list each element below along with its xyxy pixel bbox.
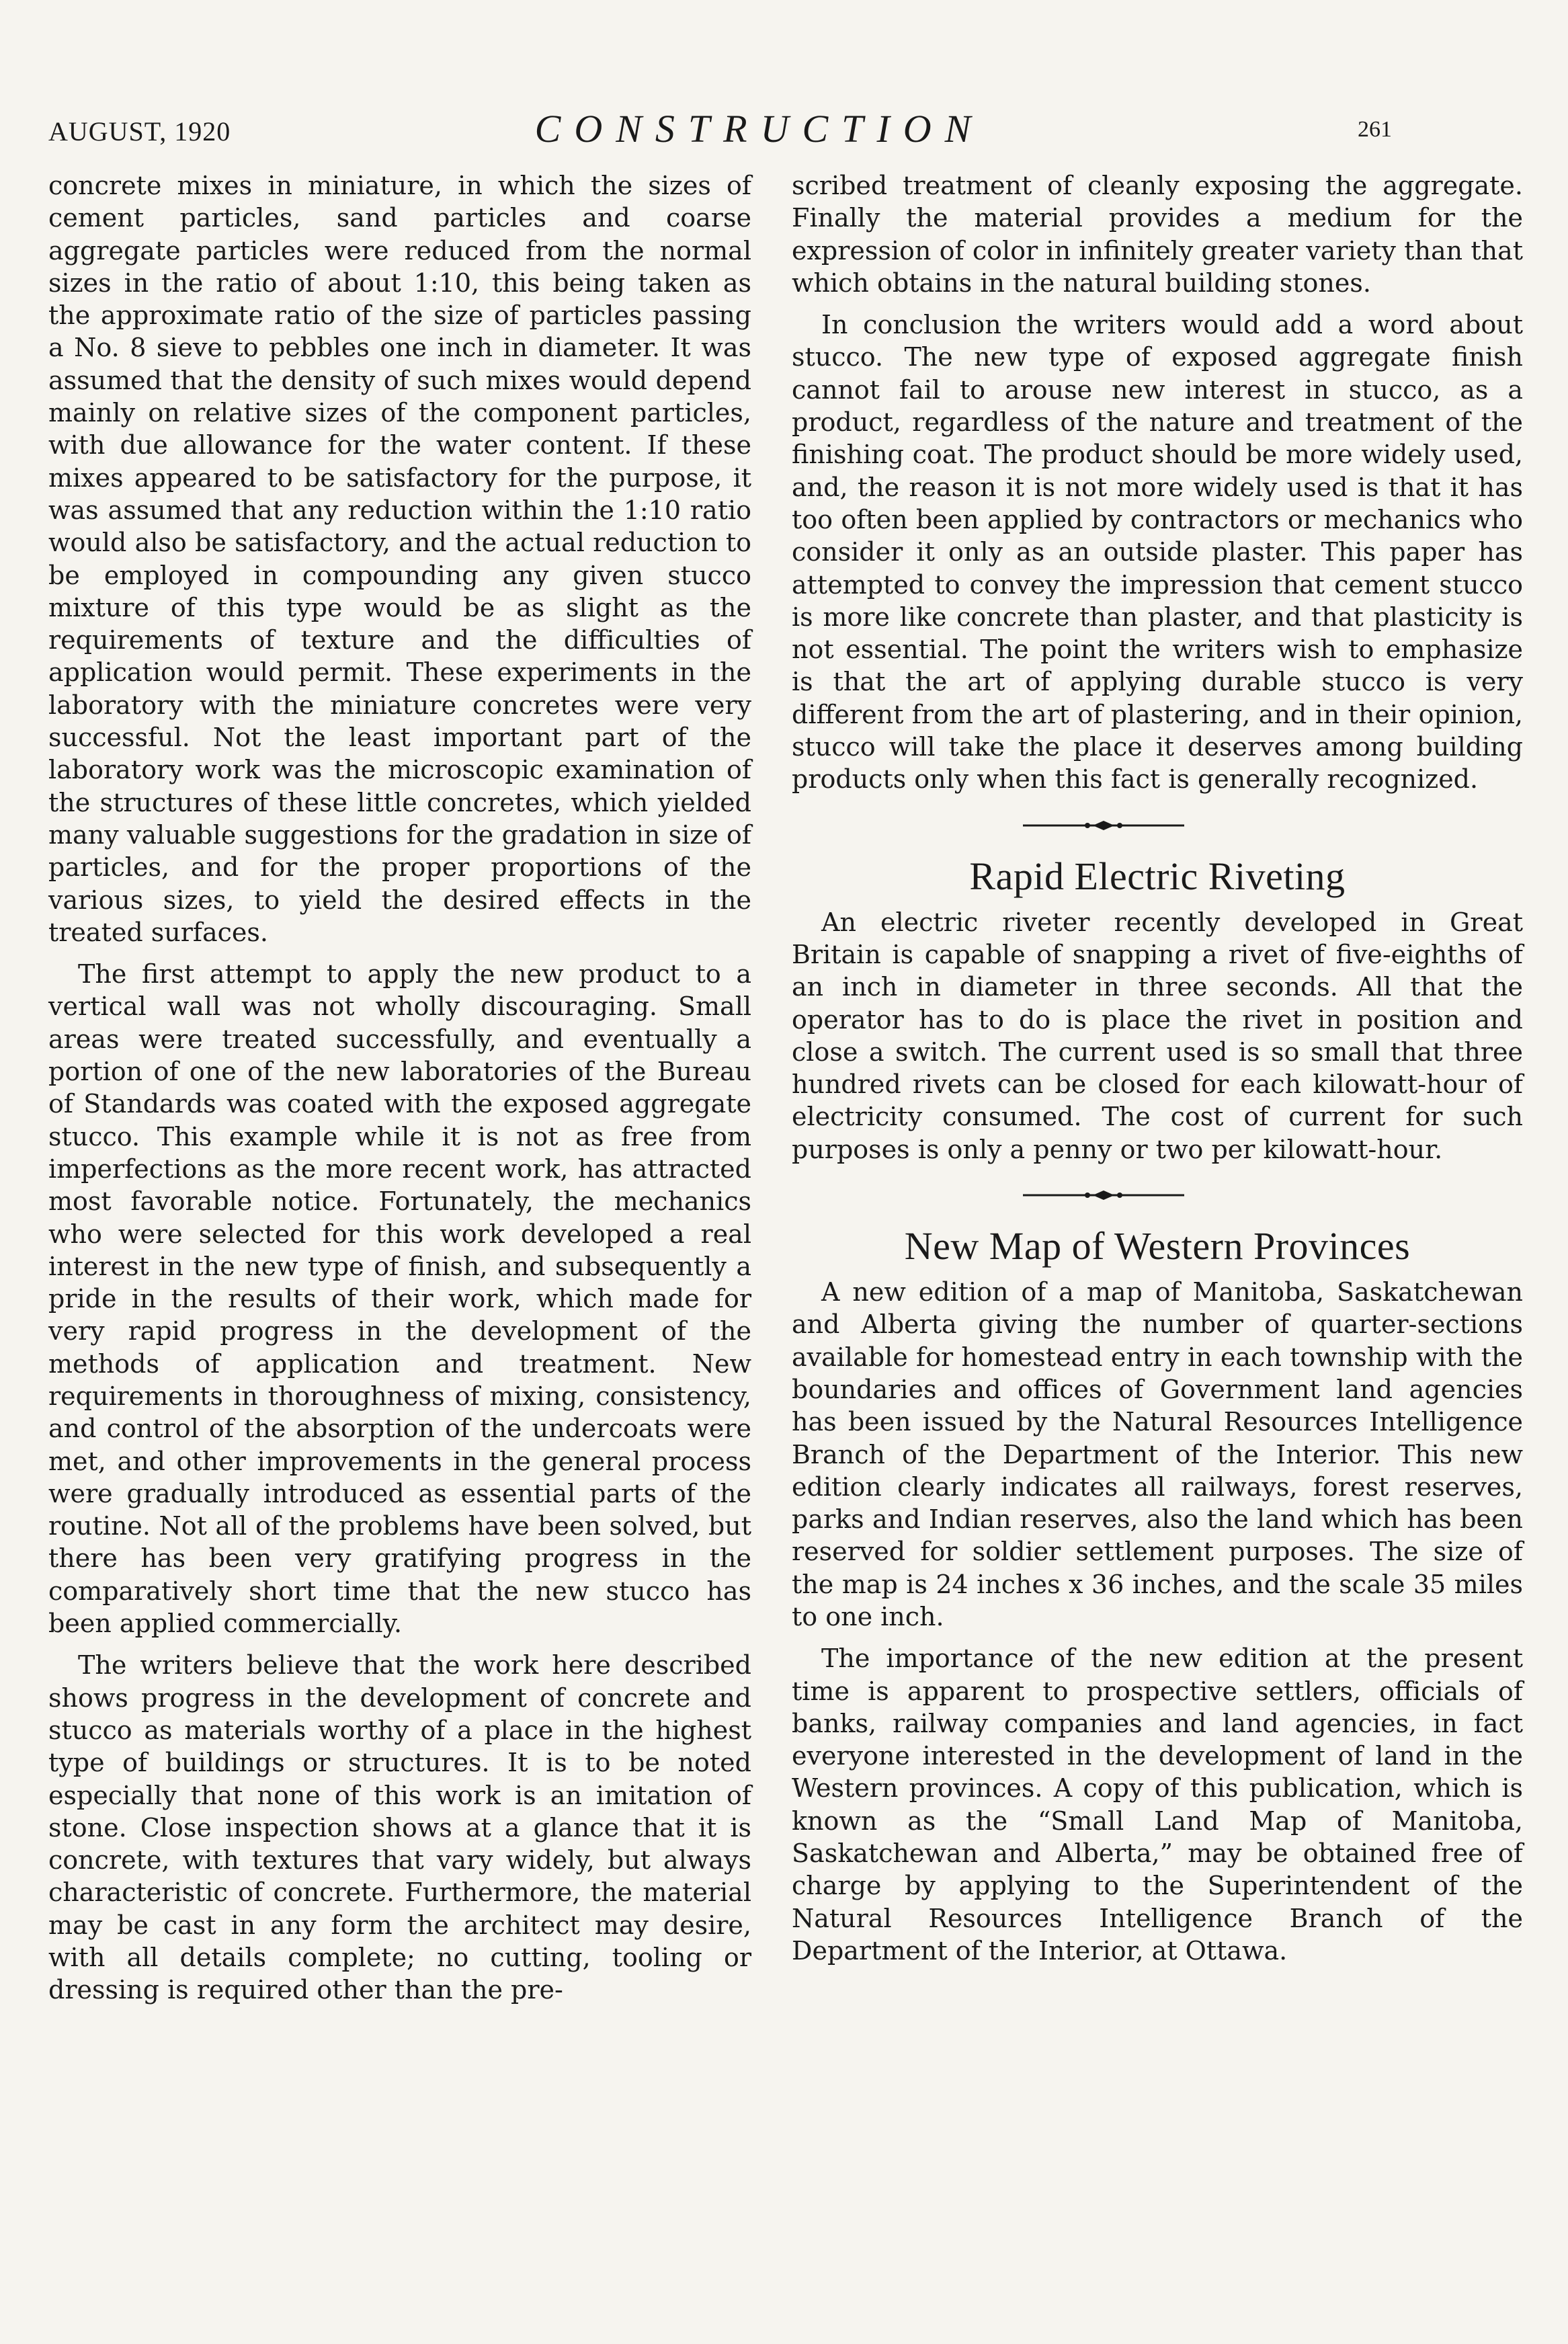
paragraph: The importance of the new edition at the present time is apparent to prospective settlers, officials of banks, railway companies and land agencies, in fact everyone interested in the development of land in the Western provinces. A copy of this publication, which is known as the “Small Land Map of Manitoba, Saskatchewan and Alberta,” may be obtained free of charge by applying to the Superintendent of the Natural Resources Intelligence Branch of the Department of the Interior, at Ottawa. (792, 1644, 1523, 1966)
ornament-rule-icon (1023, 1190, 1184, 1201)
paragraph: The writers believe that the work here described shows progress in the development of concrete and stucco as materials worthy of a place in the highest type of buildings or structures. It is to be noted especially that none of this work is an imitation of stone. Close inspection shows at a glance that it is concrete, with textures that vary widely, but always characteristic of concrete. Furthermore, the material may be cast in any form the architect may desire, with all details complete; no cutting, tooling or dressing is required other than the pre- (48, 1650, 751, 2005)
running-header (0, 101, 1568, 155)
ornament-rule-icon (1023, 820, 1184, 831)
paragraph: scribed treatment of cleanly exposing the aggregate. Finally the material provides a medium for the expression of color in infinitely greater variety than that which obtains in the natural building stones. (792, 171, 1523, 298)
left-column (48, 169, 751, 2016)
right-column (792, 169, 1523, 1976)
riveting-heading: Rapid Electric Riveting (969, 854, 1346, 898)
section-divider (792, 805, 1523, 846)
page-number: 261 (1358, 117, 1392, 142)
paragraph: concrete mixes in miniature, in which the sizes of cement particles, sand particles and coarse aggregate particles were reduced from the normal sizes in the ratio of about 1:10, this being taken as the approximate ratio of the size of particles passing a No. 8 sieve to pebbles one inch in diameter. It was assumed that the density of such mixes would depend mainly on relative sizes of the component particles, with due allowance for the water content. If these mixes appeared to be satisfactory for the purpose, it was assumed that any reduction within the 1:10 ratio would also be satisfactory, and the actual reduction to be employed in compounding any given stucco mixture of this type would be as slight as the requirements of texture and the difficulties of application would permit. These experiments in the laboratory with the miniature concretes were very successful. Not the least important part of the laboratory work was the microscopic examination of the structures of these little concretes, which yielded many valuable suggestions for the gradation in size of particles, and for the proper proportions of the various sizes, to yield the desired effects in the treated surfaces. (48, 171, 751, 947)
map-heading: New Map of Western Provinces (904, 1224, 1411, 1268)
paragraph: A new edition of a map of Manitoba, Saskatchewan and Alberta giving the number of quarter-sections available for homestead entry in each township with the boundaries and offices of Government land agencies has been issued by the Natural Resources Intelligence Branch of the Department of the Interior. This new edition clearly indicates all railways, forest reserves, parks and Indian reserves, also the land which has been reserved for soldier settlement purposes. The size of the map is 24 inches x 36 inches, and the scale 35 miles to one inch. (792, 1277, 1523, 1631)
paragraph: In conclusion the writers would add a word about stucco. The new type of exposed aggregate finish cannot fail to arouse new interest in stucco, as a product, regardless of the nature and treatment of the finishing coat. The product should be more widely used, and, the reason it is not more widely used is that it has too often been applied by contractors or mechanics who consider it only as an outside plaster. This paper has attempted to convey the impression that cement stucco is more like concrete than plaster, and that plasticity is not essential. The point the writers wish to emphasize is that the art of applying durable stucco is very different from the art of plastering, and in their opinion, stucco will take the place it deserves among building products only when this fact is generally recognized. (792, 310, 1523, 795)
paragraph: The first attempt to apply the new product to a vertical wall was not wholly discouraging. Small areas were treated successfully, and eventually a portion of one of the new laboratories of the Bureau of Standards was coated with the exposed aggregate stucco. This example while it is not as free from imperfections as the more recent work, has attracted most favorable notice. Fortunately, the mechanics who were selected for this work developed a real interest in the new type of finish, and subsequently a pride in the results of their work, which made for very rapid progress in the development of the methods of application and treatment. New requirements in thoroughness of mixing, consistency, and control of the absorption of the undercoats were met, and other improvements in the general process were gradually introduced as essential parts of the routine. Not all of the problems have been solved, but there has been very gratifying progress in the comparatively short time that the new stucco has been applied commercially. (48, 959, 751, 1639)
journal-title: CONSTRUCTION (534, 107, 985, 151)
paragraph: An electric riveter recently developed in Great Britain is capable of snapping a rivet of five-eighths of an inch in diameter in three seconds. All that the operator has to do is place the rivet in position and close a switch. The current used is so small that three hundred rivets can be closed for each kilowatt-hour of electricity consumed. The cost of current for such purposes is only a penny or two per kilowatt-hour. (792, 907, 1523, 1164)
issue-date: AUGUST, 1920 (48, 116, 231, 147)
section-divider (792, 1175, 1523, 1215)
